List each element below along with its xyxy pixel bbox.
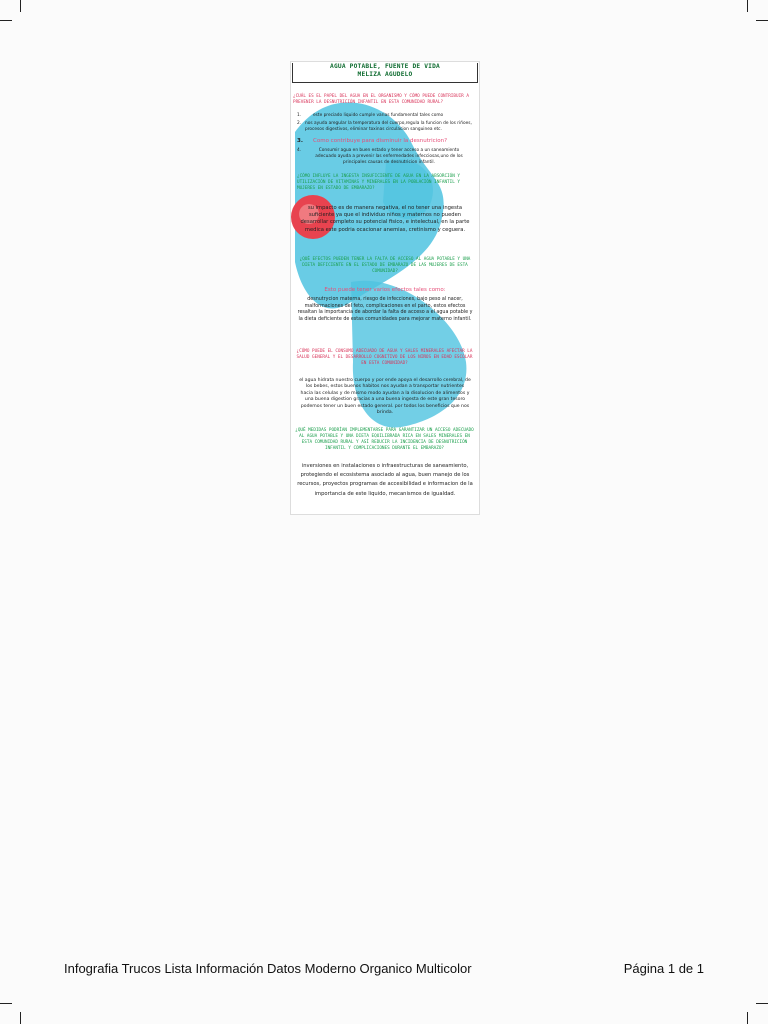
crop-mark (0, 20, 12, 21)
answer-1-item-1: este preciado liquido cumple varias fundamental tales como (313, 113, 444, 118)
question-4: ¿CÓMO PUEDE EL CONSUMO ADECUADO DE AGUA Y SALES MINERALES AFECTAR LA SALUD GENERAL Y EL DESARROLLO COGNITIVO DE LOS NIÑOS EN EDAD ESCOLAR EN ESTA COMUNIDAD? (296, 349, 473, 366)
question-2: ¿CÓMO INFLUYE LA INGESTA INSUFICIENTE DE AGUA EN LA ABSORCIÓN Y UTILIZACIÓN DE VITAMINAS Y MINERALES EN LA POBLACIÓN INFANTIL Y MUJERES EN ESTADO DE EMBARAZO? (297, 174, 460, 191)
question-5: ¿QUÉ MEDIDAS PODRÍAN IMPLEMENTARSE PARA GARANTIZAR UN ACCESO ADECUADO AL AGUA POTABLE Y UNA DIETA EQUILIBRADA RICA EN SALES MINERALES EN ESTA COMUNIDAD RURAL Y ASÍ REDUCIR LA INCIDENCIA DE DESNUTRICIÓN INFANTIL Y COMPLICACIONES DURANTE EL EMBARAZO? (295, 428, 474, 451)
crop-mark (0, 1003, 12, 1004)
page-number: Página 1 de 1 (623, 961, 704, 976)
answer-1-item-2: nos ayuda aregular la temperatura del cuerpo,regula la funcion de los riñoes, procesos digestivos, eliminar toxinas circulacion sanguinea etc. (305, 121, 472, 132)
infographic-poster (290, 61, 480, 515)
document-title: Infografia Trucos Lista Información Datos Moderno Organico Multicolor (64, 961, 472, 976)
answer-1-item-2-num: 2. (297, 121, 302, 126)
crop-mark (20, 1012, 21, 1024)
question-1: ¿CUÁL ES EL PAPEL DEL AGUA EN EL ORGANISMO Y CÓMO PUEDE CONTRIBUIR A PREVENIR LA DESNUTRICIÓN INFANTIL EN ESTA COMUNIDAD RURAL? (293, 94, 469, 105)
crop-mark (747, 1012, 748, 1024)
title-line-1: AGUA POTABLE, FUENTE DE VIDA (330, 63, 440, 70)
crop-mark (747, 0, 748, 12)
answer-1-item-3-num: 3. (297, 138, 303, 144)
answer-5: inversiones en instalaciones o infraestructuras de saneamiento, protegiendo el ecosistema asociado al agua, buen manejo de los recursos, proyectos programas de accesibilidad e informacion de la importancia de este liquido, mecanismos de igualdad. (297, 463, 473, 497)
answer-1-item-1-num: 1. (297, 113, 302, 118)
answer-3-heading: Esto puede tener varios efectos tales como: (324, 287, 446, 293)
answer-2: su impacto es de manera negativa, el no tener una ingesta suficiente ya que el individuo niños y maternos no pueden desarrollar completo su potencial fisico, e intelectual, en la parte medica este podria ocacionar anemias, cretinismo y ceguera. (300, 205, 470, 233)
crop-mark (756, 1003, 768, 1004)
poster-title (292, 63, 478, 83)
answer-1-item-3: Como contribuye para disminuir la desnutricion? (313, 138, 448, 144)
answer-4: el agua hidrata nuestro cuerpo y por ende apoya el desarrollo cerebral, de los bebes, estos buenos habitos nos ayudan a transportar nutrientes hacia las celulas y de mismo modo ayudan a la disolucion de alimentos y una buena digestion gracias a una buena ingesta de este gran tesoro podemos tener un buen estado general. por todos los beneficios que nos brinda. (299, 378, 471, 416)
answer-1-item-4: Consumir agua en buen estado y tener acceso a un saneamiento adecuado ayuda a prevenir las enfermedades infecciosas,uno de los principales causas de desnutricion infantil. (315, 148, 463, 165)
title-line-2: MELIZA AGUDELO (357, 71, 413, 78)
answer-1-item-4-num: 4. (297, 148, 302, 153)
crop-mark (756, 20, 768, 21)
answer-3: desnutrycion materna, riesgo de infecciones, bajo peso al nacer, malformaciones del feto, complicaciones en el parto, estos efectos resaltan la importancia de abordar la falta de acceso a el agua potable y la dieta deficiente de estas comunidades para mejorar materno infantil. (297, 297, 473, 322)
crop-mark (20, 0, 21, 12)
question-3: ¿QUÉ EFECTOS PUEDEN TENER LA FALTA DE ACCESO AL AGUA POTABLE Y UNA DIETA DEFICIENTE EN EL ESTADO DE EMBARAZO DE LAS MUJERES DE ESTA COMUNIDAD? (299, 257, 471, 274)
